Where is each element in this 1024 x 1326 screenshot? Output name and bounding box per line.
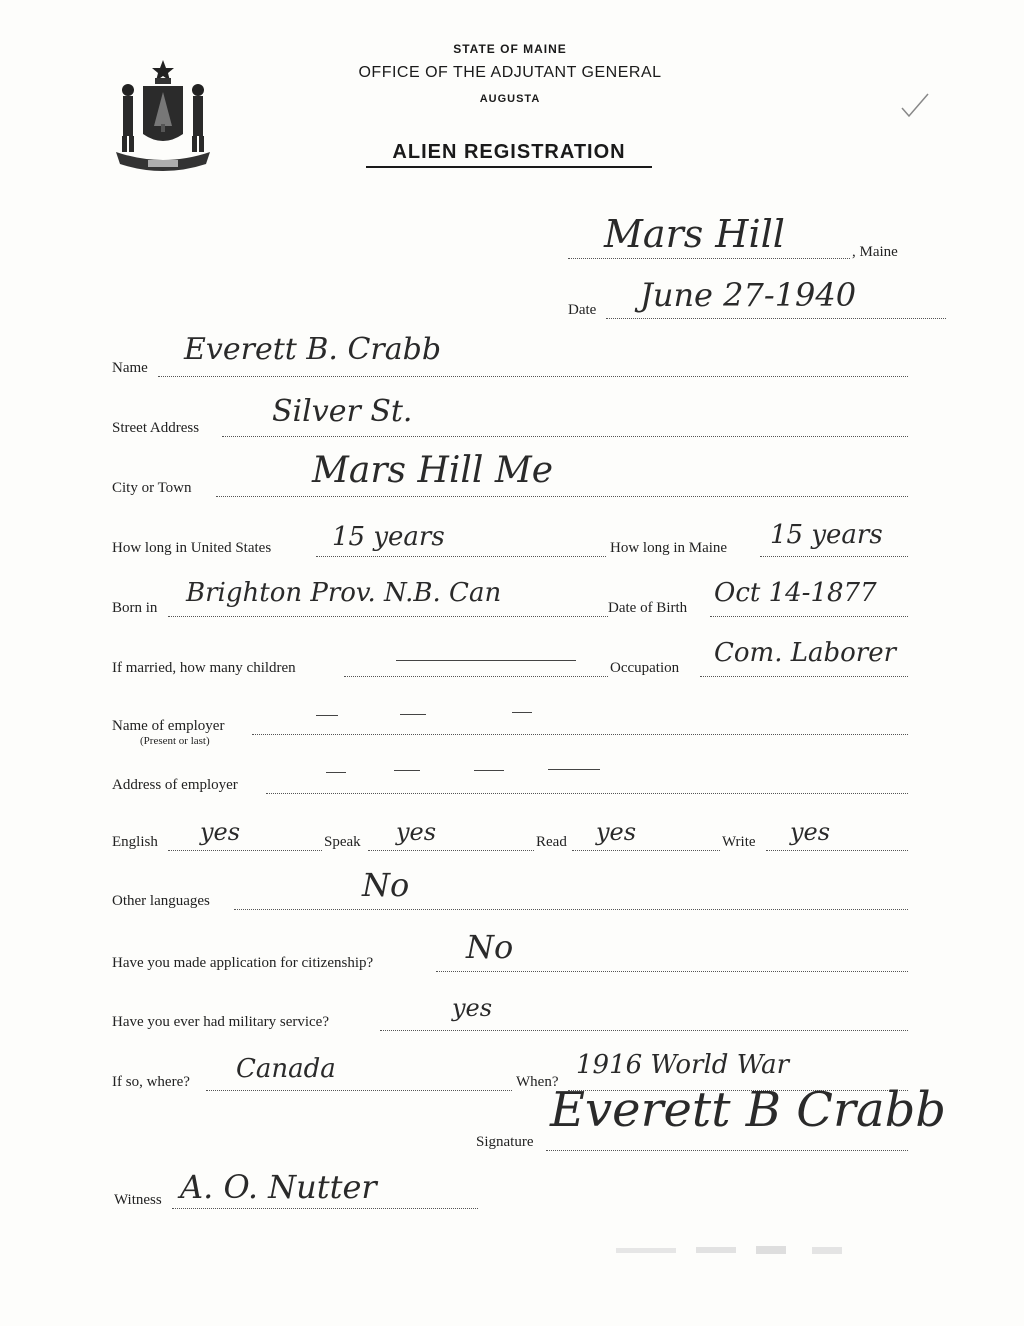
- name-value: Everett B. Crabb: [184, 332, 442, 367]
- read-value: yes: [596, 818, 637, 846]
- location-suffix: , Maine: [852, 244, 898, 260]
- employer-name-dash: [316, 715, 338, 716]
- street-value: Silver St.: [272, 394, 413, 429]
- write-value: yes: [790, 818, 831, 846]
- signature-value: Everett B Crabb: [550, 1082, 947, 1138]
- header-office: OFFICE OF THE ADJUTANT GENERAL: [358, 64, 662, 81]
- witness-value: A. O. Nutter: [180, 1168, 377, 1206]
- citizenship-line: [436, 971, 908, 972]
- speak-line: [368, 850, 534, 851]
- read-label: Read: [536, 834, 567, 850]
- dob-label: Date of Birth: [608, 600, 688, 616]
- employer-address-dash: [394, 770, 420, 771]
- date-line: [606, 318, 946, 319]
- employer-address-dash: [474, 770, 504, 771]
- maine-duration-label: How long in Maine: [610, 540, 728, 556]
- english-label: English: [112, 834, 158, 850]
- children-line: [344, 676, 608, 677]
- read-line: [572, 850, 720, 851]
- occupation-value: Com. Laborer: [714, 638, 897, 668]
- children-dash: [396, 660, 576, 661]
- dob-line: [710, 616, 908, 617]
- when-value: 1916 World War: [576, 1050, 790, 1080]
- employer-name-line: [252, 734, 908, 735]
- write-label: Write: [722, 834, 756, 850]
- other-languages-value: No: [362, 866, 410, 904]
- street-label: Street Address: [112, 420, 200, 436]
- witness-line: [172, 1208, 478, 1209]
- witness-label: Witness: [114, 1192, 162, 1208]
- maine-duration-line: [760, 556, 908, 557]
- citizenship-label: Have you made application for citizenship?: [112, 955, 374, 971]
- maine-duration-value: 15 years: [770, 520, 883, 550]
- date-value: June 27-1940: [640, 276, 857, 314]
- military-label: Have you ever had military service?: [112, 1014, 329, 1030]
- faint-stamp-mark: [616, 1242, 846, 1260]
- employer-name-label: Name of employer: [112, 718, 225, 734]
- city-line: [216, 496, 908, 497]
- employer-address-label: Address of employer: [112, 777, 238, 793]
- us-duration-line: [316, 556, 606, 557]
- date-label: Date: [568, 302, 597, 318]
- form-title: ALIEN REGISTRATION: [366, 141, 652, 168]
- city-value: Mars Hill Me: [312, 450, 553, 491]
- where-value: Canada: [236, 1054, 336, 1084]
- name-line: [158, 376, 908, 377]
- employer-address-line: [266, 793, 908, 794]
- where-label: If so, where?: [112, 1074, 190, 1090]
- employer-address-dash: [326, 772, 346, 773]
- english-value: yes: [200, 818, 241, 846]
- occupation-label: Occupation: [610, 660, 680, 676]
- speak-label: Speak: [324, 834, 361, 850]
- english-line: [168, 850, 322, 851]
- military-value: yes: [452, 994, 493, 1022]
- where-line: [206, 1090, 512, 1091]
- header-city: AUGUSTA: [479, 93, 541, 105]
- street-line: [222, 436, 908, 437]
- signature-line: [546, 1150, 908, 1151]
- speak-value: yes: [396, 818, 437, 846]
- born-in-value: Brighton Prov. N.B. Can: [186, 578, 502, 608]
- dob-value: Oct 14-1877: [714, 578, 877, 608]
- location-line: [568, 258, 850, 259]
- born-in-line: [168, 616, 608, 617]
- header-state: STATE OF MAINE: [453, 42, 567, 56]
- other-languages-label: Other languages: [112, 893, 210, 909]
- location-value: Mars Hill: [604, 212, 785, 256]
- us-duration-value: 15 years: [332, 522, 445, 552]
- employer-name-dash: [512, 712, 532, 713]
- city-label: City or Town: [112, 480, 192, 496]
- other-languages-line: [234, 909, 908, 910]
- employer-name-dash: [400, 714, 426, 715]
- write-line: [766, 850, 908, 851]
- employer-address-dash: [548, 769, 600, 770]
- check-mark-icon: [900, 90, 930, 120]
- maine-state-seal-icon: [108, 56, 218, 178]
- occupation-line: [700, 676, 908, 677]
- us-duration-label: How long in United States: [112, 540, 272, 556]
- signature-label: Signature: [476, 1134, 534, 1150]
- military-line: [380, 1030, 908, 1031]
- when-label: When?: [516, 1074, 559, 1090]
- citizenship-value: No: [466, 928, 514, 966]
- name-label: Name: [112, 360, 148, 376]
- children-label: If married, how many children: [112, 660, 296, 676]
- born-in-label: Born in: [112, 600, 158, 616]
- employer-name-sublabel: (Present or last): [140, 735, 210, 747]
